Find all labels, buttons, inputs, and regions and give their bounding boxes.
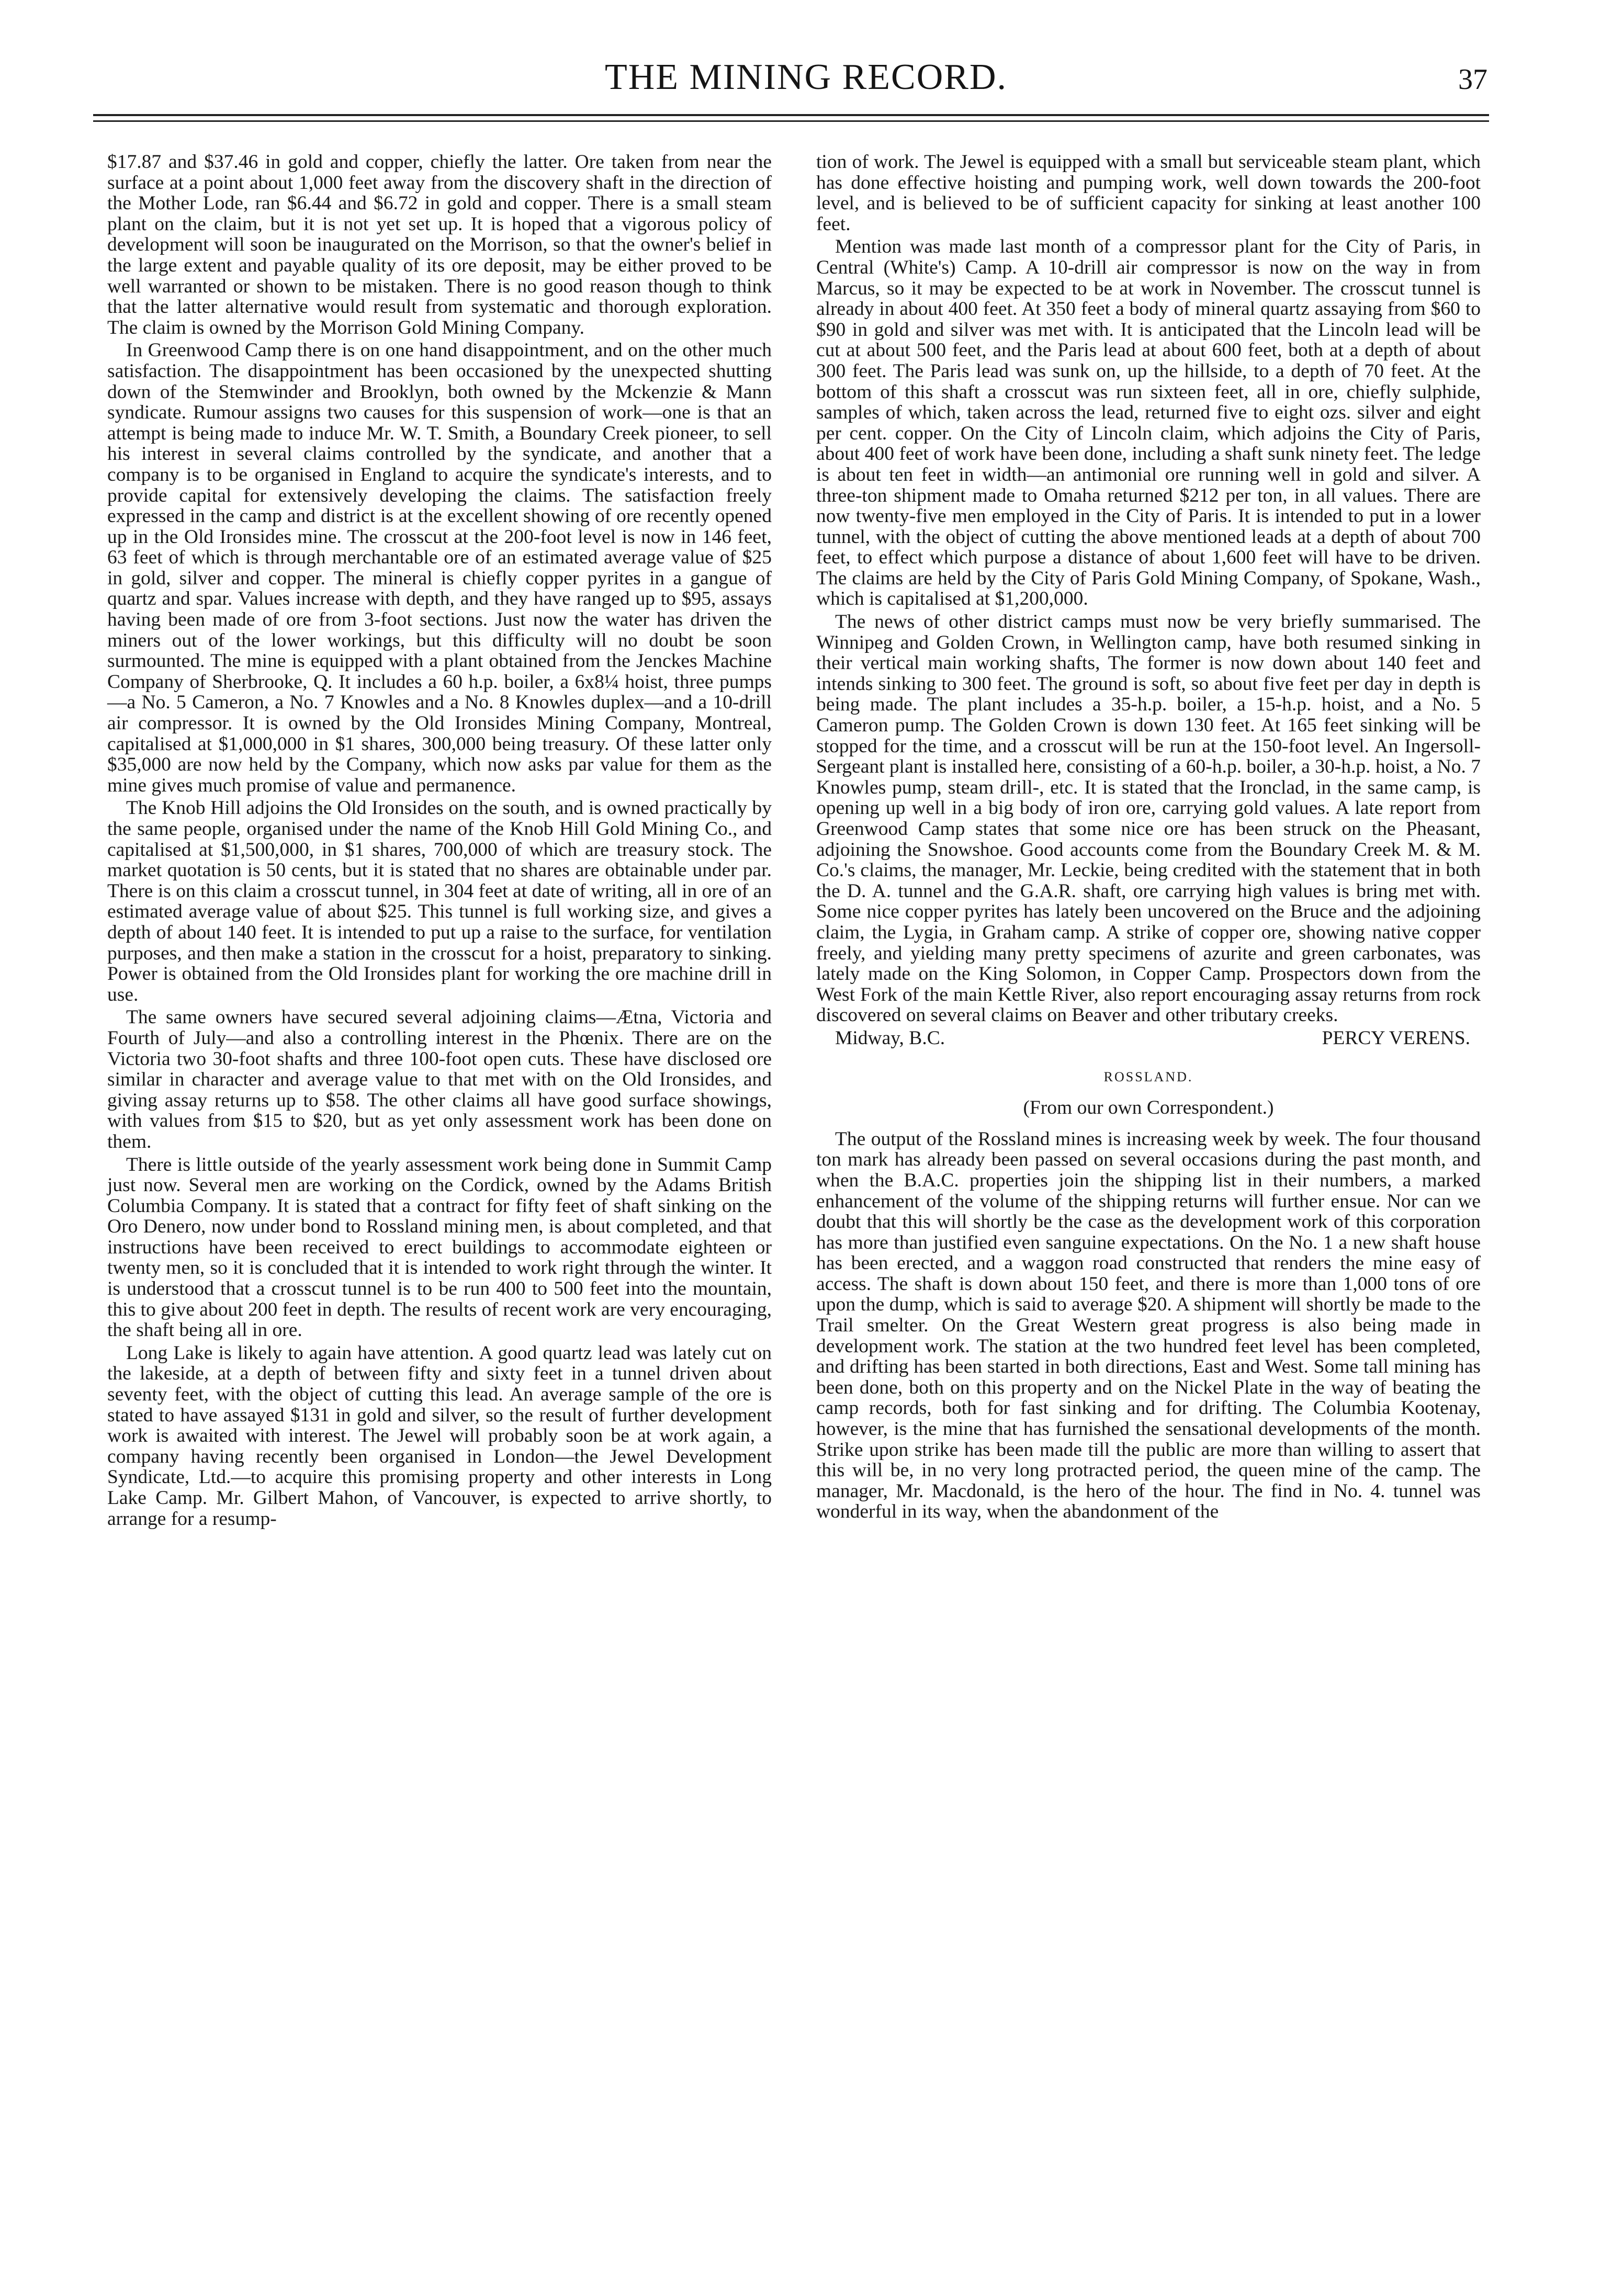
paragraph: tion of work. The Jewel is equipped with a small but serviceable steam plant, which has done effective hoisting and pumping work, well down towards the 200-foot level, and is believed to be of sufficient capacity for sinking at least another 100 feet. xyxy=(816,151,1481,235)
header-rule-bottom xyxy=(93,120,1489,122)
paragraph: Long Lake is likely to again have attention. A good quartz lead was lately cut on the lakeside, at a depth of between fifty and sixty feet in a tunnel driven about seventy feet, with the object of cutting this lead. An average sample of the ore is stated to have assayed $131 in gold and silver, so the result of further development work is awaited with interest. The Jewel will probably soon be at work again, a company having recently been organised in London—the Jewel Development Syndicate, Ltd.—to acquire this promising property and other interests in Long Lake Camp. Mr. Gilbert Mahon, of Vancouver, is expected to arrive shortly, to arrange for a resump- xyxy=(107,1342,772,1530)
paragraph: Mention was made last month of a compressor plant for the City of Paris, in Central (White's) Camp. A 10-drill air compressor is now on the way in from Marcus, so it may be expected to be at work in November. The crosscut tunnel is already in about 400 feet. At 350 feet a body of mineral quartz assaying from $60 to $90 in gold and silver was met with. It is anticipated that the Lincoln lead will be cut at about 500 feet, and the Paris lead at about 600 feet, both at a depth of about 300 feet. The Paris lead was sunk on, up the hillside, to a depth of 70 feet. At the bottom of this shaft a crosscut was run sixteen feet, all in ore, chiefly sulphide, samples of which, taken across the lead, returned five to eight ozs. silver and eight per cent. copper. On the City of Lincoln claim, which adjoins the City of Paris, about 400 feet of work have been done, including a shaft sunk ninety feet. The ledge is about ten feet in width—an antimonial ore running well in gold and silver. A three-ton shipment made to Omaha returned $212 per ton, in all values. There are now twenty-five men employed in the City of Paris. It is intended to put in a lower tunnel, with the object of cutting the above mentioned leads at a depth of about 700 feet, to effect which purpose a distance of about 1,600 feet will have to be driven. The claims are held by the City of Paris Gold Mining Company, of Spokane, Wash., which is capitalised at $1,200,000. xyxy=(816,236,1481,610)
signoff-author: PERCY VERENS. xyxy=(1322,1027,1470,1049)
paragraph: There is little outside of the yearly assessment work being done in Summit Camp just now. Several men are working on the Cordick, owned by the Adams British Columbia Company. It is stated that a contract for fifty feet of shaft sinking on the Oro Denero, now under bond to Rossland mining men, is about completed, and that instructions have been received to erect buildings to accommodate eighteen or twenty men, so it is concluded that it is intended to work right through the winter. It is understood that a crosscut tunnel is to be run 400 to 500 feet into the mountain, this to give about 200 feet in depth. The results of recent work are very encouraging, the shaft being all in ore. xyxy=(107,1153,772,1341)
page-number: 37 xyxy=(1458,63,1487,96)
correspondent-line: (From our own Correspondent.) xyxy=(1023,1097,1274,1119)
signoff xyxy=(816,1028,1481,1049)
header-rule-top xyxy=(93,114,1489,116)
paragraph: The Knob Hill adjoins the Old Ironsides on the south, and is owned practically by the same people, organised under the name of the Knob Hill Gold Mining Co., and capitalised at $1,500,000, in $1 shares, 700,000 of which are treasury stock. The market quotation is 50 cents, but it is stated that no shares are obtainable under par. There is on this claim a crosscut tunnel, in 304 feet at date of writing, all in ore of an estimated average value of about $25. This tunnel is full working size, and gives a depth of about 140 feet. It is intended to put up a raise to the surface, for ventilation purposes, and then make a station in the crosscut for a hoist, preparatory to sinking. Power is obtained from the Old Ironsides plant for working the ore machine drill in use. xyxy=(107,797,772,1005)
paragraph: The news of other district camps must now be very briefly summarised. The Winnipeg and Golden Crown, in Wellington camp, have both resumed sinking in their vertical main working shafts, The former is now down about 140 feet and intends sinking to 300 feet. The ground is soft, so about five feet per day in depth is being made. The plant includes a 35-h.p. boiler, a 15-h.p. hoist, and a No. 5 Cameron pump. The Golden Crown is down 130 feet. At 165 feet sinking will be stopped for the time, and a crosscut will be run at the 150-foot level. An Ingersoll-Sergeant plant is installed here, consisting of a 60-h.p. boiler, a 30-h.p. hoist, a No. 7 Knowles pump, steam drill-, etc. It is stated that the Ironclad, in the same camp, is opening up well in a big body of iron ore, carrying gold values. A late report from Greenwood Camp states that some nice ore has been struck on the Pheasant, adjoining the Snowshoe. Good accounts come from the Boundary Creek M. & M. Co.'s claims, the manager, Mr. Leckie, being credited with the statement that in both the D. A. tunnel and the G.A.R. shaft, ore carrying high values is bring met with. Some nice copper pyrites has lately been uncovered on the Bruce and the adjoining claim, the Lygia, in Graham camp. A strike of copper ore, showing native copper freely, and yielding many pretty specimens of azurite and green carbonates, was lately made on the King Solomon, in Copper Camp. Prospectors down from the West Fork of the main Kettle River, also report encouraging assay returns from rock discovered on several claims on Beaver and other tributary creeks. xyxy=(816,611,1481,1026)
paragraph: In Greenwood Camp there is on one hand disappointment, and on the other much satisfaction. The disappointment has been occasioned by the unexpected shutting down of the Stemwinder and Brooklyn, both owned by the Mckenzie & Mann syndicate. Rumour assigns two causes for this suspension of work—one is that an attempt is being made to induce Mr. W. T. Smith, a Boundary Creek pioneer, to sell his interest in several claims controlled by the syndicate, and another that a company is to be organised in England to acquire the syndicate's interests, and to provide capital for extensively developing the claims. The satisfaction freely expressed in the camp and district is at the excellent showing of ore recently opened up in the Old Ironsides mine. The crosscut at the 200-foot level is now in 146 feet, 63 feet of which is through merchantable ore of an estimated average value of $25 in gold, silver and copper. The mineral is chiefly copper pyrites in a gangue of quartz and spar. Values increase with depth, and they have ranged up to $95, assays having been made of ore from 3-foot sections. Just now the water has driven the miners out of the lower workings, but this difficulty will no doubt be soon surmounted. The mine is equipped with a plant obtained from the Jenckes Machine Company of Sherbrooke, Q. It includes a 60 h.p. boiler, a 6x8¼ hoist, three pumps—a No. 5 Cameron, a No. 7 Knowles and a No. 8 Knowles duplex—and a 10-drill air compressor. It is owned by the Old Ironsides Mining Company, Montreal, capitalised at $1,000,000 in $1 shares, 300,000 being treasury. Of these latter only $35,000 are now held by the Company, which now asks par value for them as the mine gives much promise of value and permanence. xyxy=(107,340,772,796)
paragraph: $17.87 and $37.46 in gold and copper, chiefly the latter. Ore taken from near the surface at a point about 1,000 feet away from the discovery shaft in the direction of the Mother Lode, ran $6.44 and $6.72 in gold and copper. There is a small steam plant on the claim, but it is not yet set up. It is hoped that a vigorous policy of development will soon be inaugurated on the Morrison, so that the owner's belief in the large extent and payable quality of its ore deposit, may be either proved to be well warranted or shown to be mistaken. There is no good reason though to think that the latter alternative would result from systematic and thorough exploration. The claim is owned by the Morrison Gold Mining Company. xyxy=(107,151,772,338)
page-title: THE MINING RECORD. xyxy=(604,57,1008,97)
right-column xyxy=(816,152,1481,2270)
left-column xyxy=(107,152,772,2244)
paragraph: The same owners have secured several adjoining claims—Ætna, Victoria and Fourth of July—and also a controlling interest in the Phœnix. There are on the Victoria two 30-foot shafts and three 100-foot open cuts. These have disclosed ore similar in character and average value to that met with on the Old Ironsides, and giving assay returns up to $58. The other claims all have good surface showings, with values from $15 to $20, but as yet only assessment work has been done on them. xyxy=(107,1006,772,1152)
section-heading: ROSSLAND. xyxy=(1103,1069,1193,1084)
paragraph: The output of the Rossland mines is increasing week by week. The four thousand ton mark has already been passed on several occasions during the past month, and when the B.A.C. properties join the shipping list in their numbers, a marked enhancement of the volume of the shipping returns will further ensue. Nor can we doubt that this will shortly be the case as the development work of this corporation has more than justified even sanguine expectations. On the No. 1 a new shaft house has been erected, and a waggon road constructed that renders the mine easy of access. The shaft is down about 150 feet, and there is more than 1,000 tons of ore upon the dump, which is said to average $20. A shipment will shortly be made to the Trail smelter. On the Great Western great progress is also being made in development work. The station at the two hundred feet level has been completed, and drifting has been started in both directions, East and West. Some tall mining has been done, both on this property and on the Nickel Plate in the way of beating the camp records, both for fast sinking and for drifting. The Columbia Kootenay, however, is the mine that has furnished the sensational developments of the month. Strike upon strike has been made till the public are more than willing to assert that this will be, in no very long protracted period, the queen mine of the camp. The manager, Mr. Macdonald, is the hero of the hour. The find in No. 4. tunnel was wonderful in its way, when the abandonment of the xyxy=(816,1128,1481,1523)
signoff-place: Midway, B.C. xyxy=(835,1027,945,1049)
